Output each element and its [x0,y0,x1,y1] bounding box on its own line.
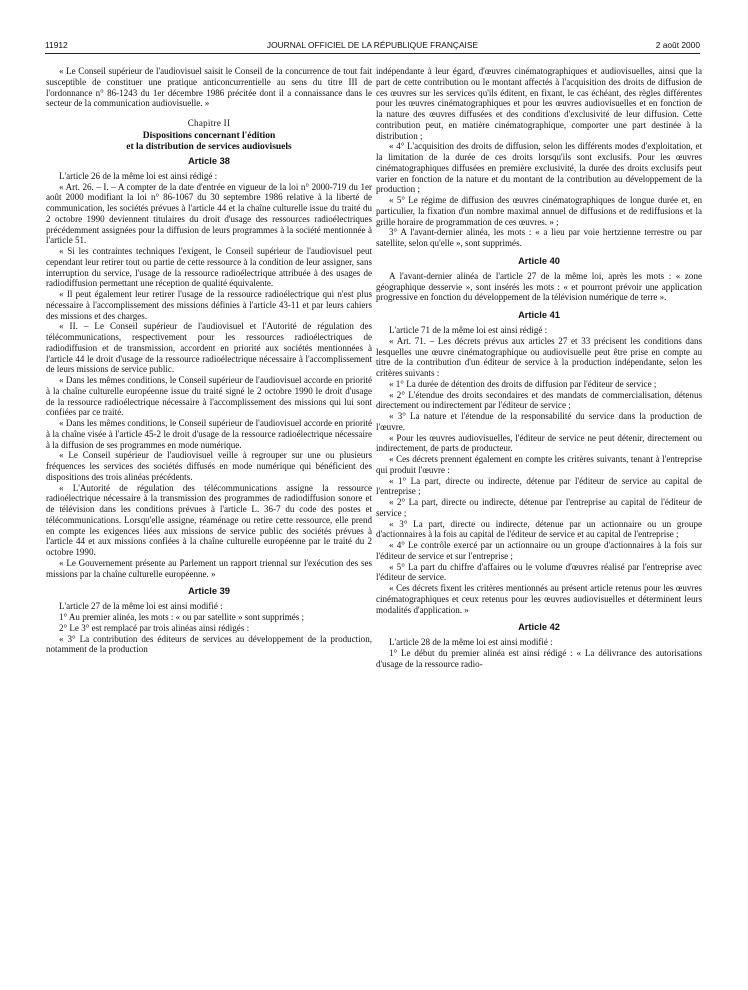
paragraph: L'article 71 de la même loi est ainsi rédigé : [389,325,548,335]
paragraph: « 3° La nature et l'étendue de la responsabilité du service dans la production de l'œuvre. [376,411,702,432]
paragraph: « Art. 71. – Les décrets prévus aux articles 27 et 33 précisent les conditions dans lesquelles une œuvre cinématographique ou audiovisuelle peut être prise en compte au titre de la contribution d'un éditeur de service à la production indépendante, selon les critères suivants : [376,335,702,378]
paragraph: « 4° L'acquisition des droits de diffusion, selon les différents modes d'exploitation, et la limitation de la durée de ces droits lorsqu'ils sont exclusifs. Pour les œuvres cinématographiques diffusées en première exclusivité, la durée des droits exclusifs peut varier en fonction de la nature et du montant de la contribution au développement de la production ; [376,141,702,195]
paragraph: L'article 27 de la même loi est ainsi modifié : [59,601,223,612]
chapter-title-line-1: Dispositions concernant l'édition [142,130,276,141]
page-number: 11912 [45,40,68,50]
chapter-heading: Chapitre II [187,118,231,128]
header-rule [45,53,700,54]
paragraph: « Si les contraintes techniques l'exigent, le Conseil supérieur de l'audiovisuel peut cependant leur retirer tout ou partie de cette ressource à la condition de leur assigner, sans interruption du service, l'usage de la ressource radioélectrique attribuée à des usages de radiodiffusion permettant une réception de qualité équivalente. [46,246,372,289]
chapter-title-line-2: et la distribution de services audiovisuels [126,141,292,152]
paragraph: 1° Le début du premier alinéa est ainsi rédigé : « La délivrance des autorisations d'usage de la ressource radio- [376,648,702,669]
paragraph: « L'Autorité de régulation des télécommunications assigne la ressource radioélectrique nécessaire à la transmission des programmes de radiodiffusion sonore et de télévision dans les conditions prévues à l'article L. 36-7 du code des postes et télécommunications. Lorsqu'elle assigne, réaménage ou retire cette ressource, elle prend en compte les exigences liées aux missions de service public des sociétés prévues à l'article 44 et aux missions confiées à la chaîne culturelle européenne par le traité du 2 octobre 1990. [46,482,372,557]
paragraph: « 4° Le contrôle exercé par un actionnaire ou un groupe d'actionnaires à la fois sur l'éditeur de service et sur l'entreprise ; [376,540,702,561]
paragraph: « 1° La part, directe ou indirecte, détenue par l'éditeur de service au capital de l'entreprise ; [376,475,702,497]
paragraph: « Dans les mêmes conditions, le Conseil supérieur de l'audiovisuel accorde en priorité à la chaîne visée à l'article 45-2 le droit d'usage de la ressource radioélectrique nécessaire à la diffusion de ses programmes en mode numérique. [46,418,372,450]
paragraph: « Le Gouvernement présente au Parlement un rapport triennal sur l'exécution des ses missions par la chaîne culturelle européenne. » [46,557,372,579]
paragraph: « Art. 26. – I. – A compter de la date d'entrée en vigueur de la loi n° 2000-719 du 1er août 2000 modifiant la loi n° 86-1067 du 30 septembre 1986 relative à la liberté de communication, les sociétés prévues à l'article 44 et la chaîne culturelle issue du traité du 2 octobre 1990 deviennent titulaires du droit d'usage des ressources radioélectriques précédemment assignées pour la diffusion de leurs programmes à la société mentionnée à l'article 51. [46,181,372,246]
paragraph: indépendante à leur égard, d'œuvres cinématographiques et audiovisuelles, ainsi que la part de cette contribution ou le montant affectés à l'acquisition des droits de diffusion de ces œuvres sur les services qu'ils éditent, en fixant, le cas échéant, des règles différentes pour les œuvres cinématographiques et pour les œuvres audiovisuelles et en fonction de la nature des œuvres diffusées et des conditions d'exclusivité de leur diffusion. Cette contribution peut, en matière cinématographique, comporter une part destinée à la distribution ; [376,66,702,141]
paragraph: « Dans les mêmes conditions, le Conseil supérieur de l'audiovisuel accorde en priorité à la chaîne culturelle européenne issue du traité signé le 2 octobre 1990 le droit d'usage de la ressource radioélectrique nécessaire à l'accomplissement des missions qui lui sont confiées par ce traité. [46,375,372,418]
article-heading-38: Article 38 [188,155,230,166]
paragraph: « Pour les œuvres audiovisuelles, l'éditeur de service ne peut détenir, directement ou indirectement, de parts de producteur. [376,432,702,454]
paragraph: « Le Conseil supérieur de l'audiovisuel veille à regrouper sur une ou plusieurs fréquences les services des sociétés diffusés en mode numérique qui bénéficient des dispositions des trois alinéas précédents. [46,450,372,482]
paragraph: 2° Le 3° est remplacé par trois alinéas ainsi rédigés : [59,622,250,633]
paragraph: « Ces décrets prennent également en compte les critères suivants, tenant à l'entreprise qui produit l'œuvre : [376,454,702,475]
article-heading-41: Article 41 [518,310,560,320]
page-header [45,40,700,54]
paragraph: « 5° La part du chiffre d'affaires ou le volume d'œuvres réalisé par l'entreprise avec l'éditeur de service. [376,561,702,583]
paragraph: L'article 28 de la même loi est ainsi modifié : [389,637,553,648]
paragraph: « 2° L'étendue des droits secondaires et des mandats de commercialisation, détenus directement ou indirectement par l'éditeur de service ; [376,389,702,411]
paragraph: « II. – Le Conseil supérieur de l'audiovisuel et l'Autorité de régulation des télécommunications, respectivement pour les ressources radioélectriques de radiodiffusion et de transmission, accordent en priorité aux sociétés mentionnées à l'article 44 le droit d'usage de la ressource radioélectrique nécessaire à l'accomplissement de leurs missions de service public. [46,321,372,375]
paragraph: « Le Conseil supérieur de l'audiovisuel saisit le Conseil de la concurrence de tout fait susceptible de constituer une pratique anticoncurrentielle au sens du titre III de l'ordonnance n° 86-1243 du 1er décembre 1986 précitée dont il a connaissance dans le secteur de la communication audiovisuelle. » [46,66,372,109]
paragraph: « Ces décrets fixent les critères mentionnés au présent article retenus pour les œuvres cinématographiques et ceux retenus pour les œuvres audiovisuelles et déterminent leurs modalités d'application. » [376,583,702,615]
article-heading-39: Article 39 [188,586,230,597]
article-heading-42: Article 42 [518,622,560,633]
paragraph: L'article 26 de la même loi est ainsi rédigé : [59,170,218,181]
paragraph: « 3° La contribution des éditeurs de services au développement de la production, notamment de la production [46,633,372,655]
paragraph: « 5° Le régime de diffusion des œuvres cinématographiques de longue durée et, en particulier, la fixation d'un nombre maximal annuel de diffusions et de rediffusions et la grille horaire de programmation de ces œuvres. » ; [376,195,702,227]
right-column [376,66,702,670]
paragraph: « 1° La durée de détention des droits de diffusion par l'éditeur de service ; [389,378,657,389]
journal-title: JOURNAL OFFICIEL DE LA RÉPUBLIQUE FRANÇAISE [266,40,479,50]
left-column [46,66,372,655]
paragraph: 3° A l'avant-dernier alinéa, les mots : « a lieu par voie hertzienne terrestre ou par satellite, selon qu'elle », sont supprimés. [376,227,702,248]
paragraph: A l'avant-dernier alinéa de l'article 27 de la même loi, après les mots : « zone géographique desservie », sont insérés les mots : « et pourront prévoir une application progressive en fonction du développement de la télévision numérique de terre ». [376,270,702,303]
article-heading-40: Article 40 [518,255,560,266]
publication-date: 2 août 2000 [655,40,700,50]
paragraph: « 2° La part, directe ou indirecte, détenue par l'entreprise au capital de l'éditeur de service ; [376,497,702,518]
paragraph: 1° Au premier alinéa, les mots : « ou par satellite » sont supprimés ; [59,612,305,622]
paragraph: « 3° La part, directe ou indirecte, détenue par un actionnaire ou un groupe d'actionnaires à la fois au capital de l'éditeur de service et au capital de l'entreprise ; [376,518,702,540]
paragraph: « Il peut également leur retirer l'usage de la ressource radioélectrique qui n'est plus nécessaire à l'accomplissement des missions définies à l'article 43-11 et par leurs cahiers des missions et des charges. [46,289,372,321]
